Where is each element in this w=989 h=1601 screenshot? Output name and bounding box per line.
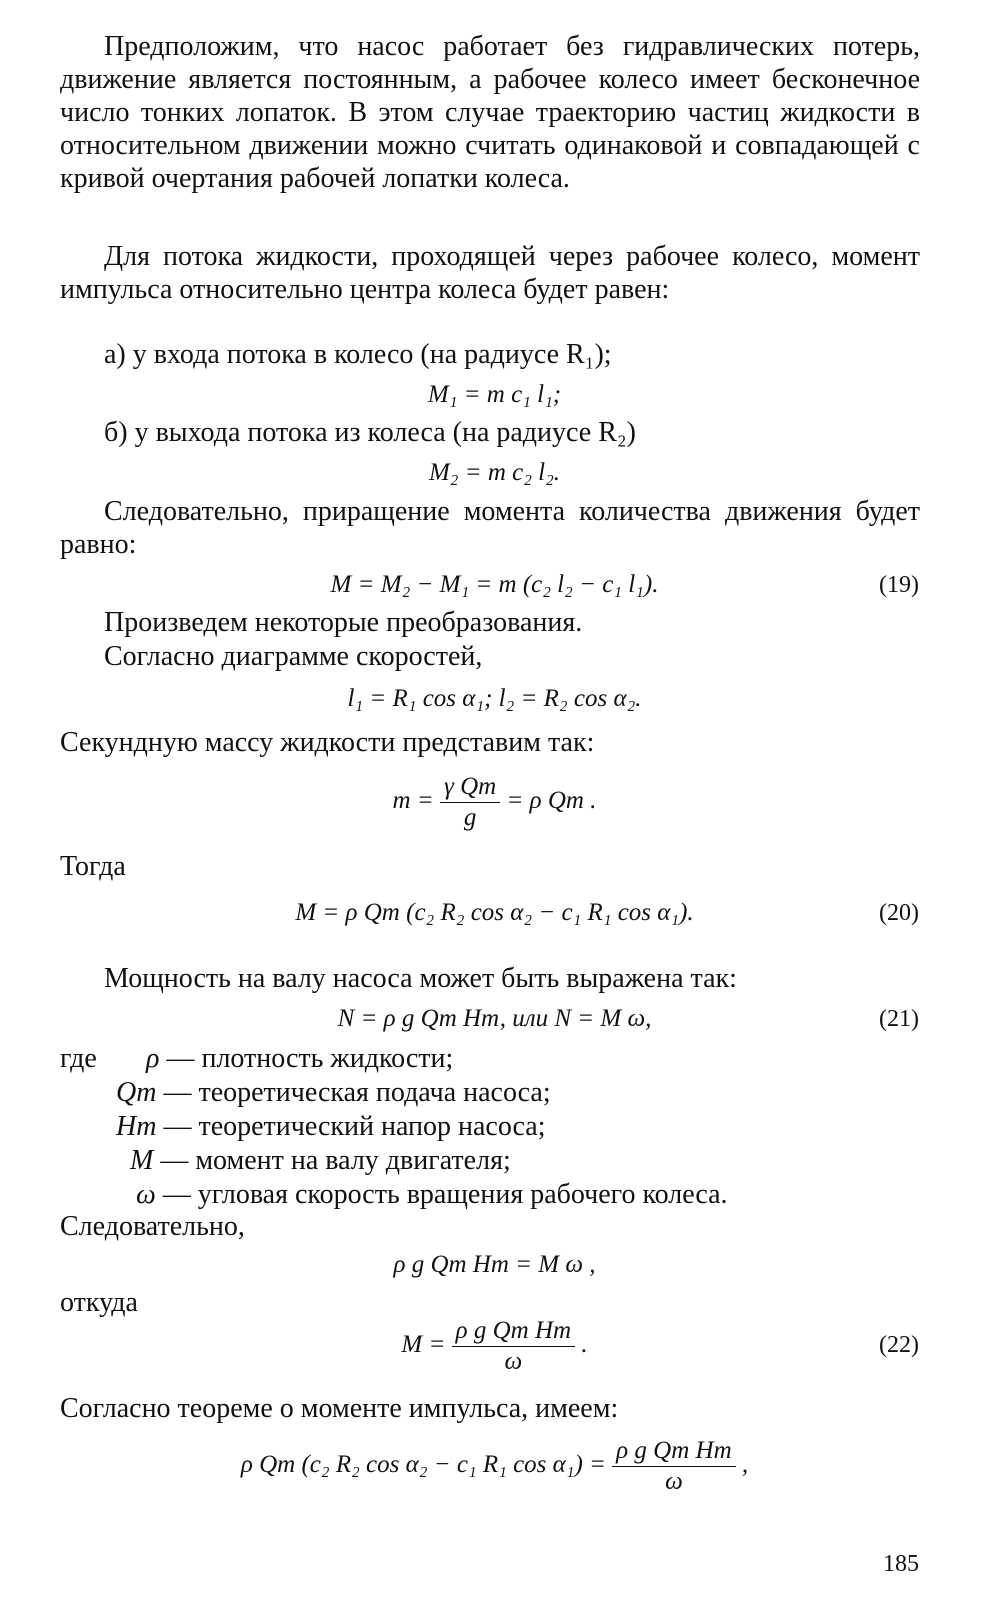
equation-mass-fraction <box>440 772 500 833</box>
equation-mass-lhs: m = <box>392 787 434 815</box>
equation-power-equal: ρ g Qт Hт = M ω , <box>393 1251 596 1278</box>
equation-20-number: (20) <box>879 900 919 926</box>
equation-m2: M₂ = m c₂ l₂. <box>428 459 561 486</box>
paragraph-whence: откуда <box>60 1287 138 1318</box>
definition-m <box>130 1144 511 1177</box>
equation-20 <box>0 898 989 928</box>
item-b: б) у выхода потока из колеса (на радиусе R₂) <box>104 417 636 448</box>
paragraph-theorem: Согласно теореме о моменте импульса, имеем: <box>60 1393 619 1424</box>
equation-22-number: (22) <box>879 1332 919 1358</box>
equation-21 <box>0 1004 989 1034</box>
definition-text: — плотность жидкости; <box>166 1043 454 1074</box>
equation-22 <box>0 1316 989 1377</box>
paragraph-transformations: Произведем некоторые преобразования. <box>104 607 583 638</box>
where-label: где <box>60 1043 97 1074</box>
definition-rho <box>146 1042 453 1075</box>
equation-final-fraction <box>612 1436 735 1497</box>
definition-omega <box>136 1178 728 1211</box>
paragraph-therefore: Следовательно, <box>60 1211 245 1242</box>
definition-ht <box>116 1110 546 1143</box>
definition-symbol: Hт <box>116 1111 157 1142</box>
definition-text: — угловая скорость вращения рабочего колеса. <box>162 1179 728 1210</box>
equation-22-tail: . <box>581 1331 588 1359</box>
equation-20-body: M = ρ Qт (c₂ R₂ cos α₂ − c₁ R₁ cos α₁). <box>295 899 694 926</box>
definition-text: — теоретический напор насоса; <box>163 1111 546 1142</box>
definition-text: — момент на валу двигателя; <box>160 1145 511 1176</box>
definition-symbol: ρ <box>146 1043 160 1074</box>
equation-21-number: (21) <box>879 1006 919 1032</box>
equation-m1: M₁ = m c₁ l₁; <box>427 381 562 408</box>
equation-22-fraction <box>452 1316 575 1377</box>
definition-text: — теоретическая подача насоса; <box>163 1077 551 1108</box>
fraction-numerator: ρ g Qт Hт <box>452 1316 575 1347</box>
paragraph-assumption: Предположим, что насос работает без гидравлических потерь, движение является постоянным, а рабочее колесо имеет бесконечное число тонких лопаток. В этом случае траекторию частиц жидкости в относительном движении можно считать одинаковой и совпадающей с кривой очертания рабочей лопатки колеса. <box>60 31 920 194</box>
equation-19 <box>0 570 989 600</box>
definition-symbol: Qт <box>116 1077 157 1108</box>
fraction-denominator: g <box>463 804 477 831</box>
paragraph-consequence: Следовательно, приращение момента количества движения будет равно: <box>60 496 920 560</box>
definition-symbol: ω <box>136 1179 156 1210</box>
equation-mass <box>0 772 989 833</box>
equation-19-body: M = M₂ − M₁ = m (c₂ l₂ − c₁ l₁). <box>330 571 659 598</box>
equation-19-number: (19) <box>879 572 919 598</box>
equation-22-lhs: M = <box>401 1331 446 1359</box>
fraction-denominator: ω <box>504 1348 523 1375</box>
equation-final-lhs: ρ Qт (c₂ R₂ cos α₂ − c₁ R₁ cos α₁) = <box>240 1451 606 1479</box>
paragraph-diagram: Согласно диаграмме скоростей, <box>104 641 483 672</box>
equation-21-body: N = ρ g Qт Hт, или N = M ω, <box>337 1005 652 1032</box>
equation-l: l₁ = R₁ cos α₁; l₂ = R₂ cos α₂. <box>347 685 642 712</box>
item-a: а) у входа потока в колесо (на радиусе R₁); <box>104 339 612 370</box>
equation-final <box>0 1436 989 1497</box>
fraction-denominator: ω <box>665 1468 683 1495</box>
definition-qt <box>116 1076 551 1109</box>
paragraph-moment-intro: Для потока жидкости, проходящей через рабочее колесо, момент импульса относительно центра колеса будет равен: <box>60 241 920 305</box>
definition-symbol: M <box>130 1145 154 1176</box>
paragraph-power: Мощность на валу насоса может быть выражена так: <box>104 963 737 994</box>
equation-final-tail: , <box>741 1451 749 1479</box>
equation-mass-rhs: = ρ Qт . <box>506 787 597 815</box>
paragraph-mass: Секундную массу жидкости представим так: <box>60 727 595 758</box>
page-number: 185 <box>883 1551 919 1577</box>
fraction-numerator: γ Qт <box>440 772 500 803</box>
fraction-numerator: ρ g Qт Hт <box>612 1436 735 1467</box>
paragraph-then: Тогда <box>60 851 126 882</box>
